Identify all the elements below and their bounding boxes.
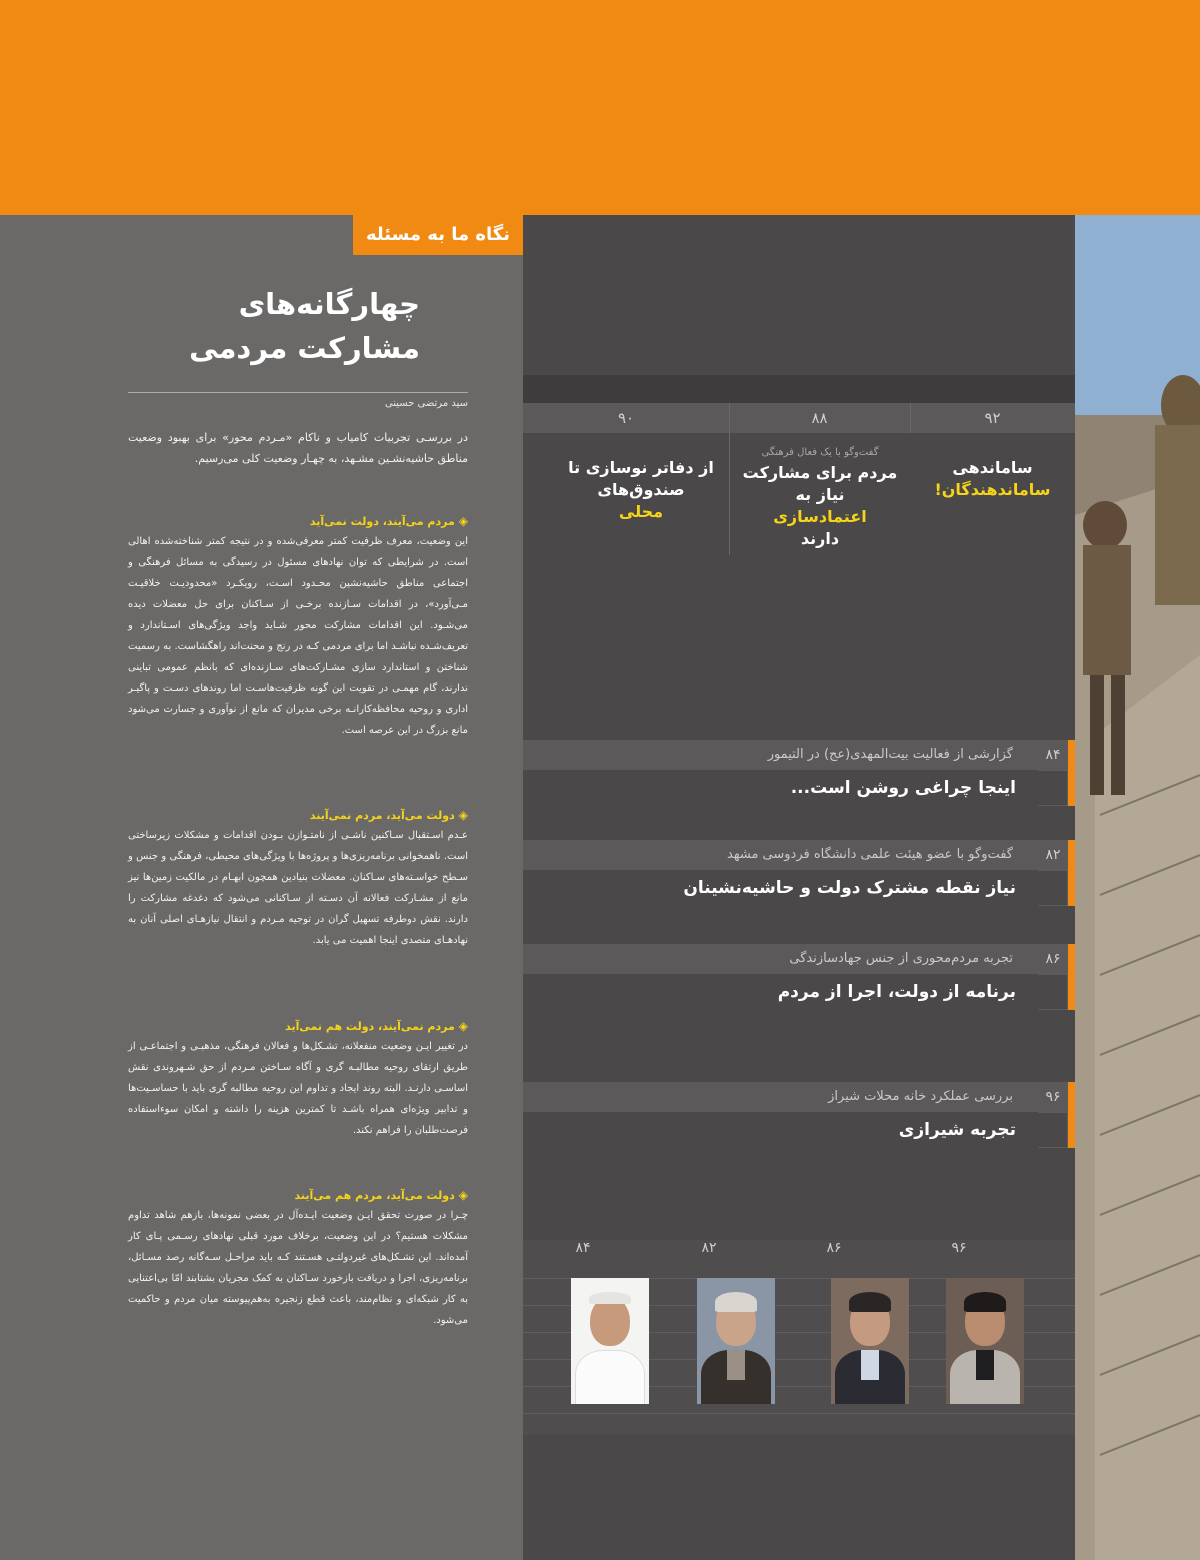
feature-cell[interactable] xyxy=(910,433,1075,555)
list-item-page: ۹۶ xyxy=(1045,1089,1061,1105)
portrait-photo[interactable] xyxy=(946,1278,1024,1404)
feature-cell[interactable] xyxy=(523,433,729,555)
section-3 xyxy=(128,1016,468,1141)
list-item-kicker: بررسی عملکرد خانه محلات شیراز xyxy=(523,1082,1068,1112)
feature-title: مردم برای مشارکت نیاز به xyxy=(742,463,898,504)
article-title-line1: چهارگانه‌های xyxy=(238,287,420,321)
list-item-kicker: گفت‌وگو با عضو هیئت علمی دانشگاه فردوسی مشهد xyxy=(523,840,1068,870)
portrait-photo[interactable] xyxy=(697,1278,775,1404)
feature-page-number: ۹۲ xyxy=(910,403,1075,433)
dark-spacer xyxy=(523,555,1075,740)
diamond-bullet-icon: ◈ xyxy=(458,808,468,822)
section-body: چـرا در صورت تحقق ایـن وضعیت ایـده‌آل در بعضی نمونه‌ها، بازهم شاهد تداوم مشکلات هستیم؟ در این وضعیت، برخلاف مورد قبلی نهادهای رسـمی پـای کار آمده‌اند. این تشـکل‌های غیردولتـی هسـتند کـه باید مراحـل سـه‌گانه رصد مسـائل، برنامه‌ریزی، اجرا و دریافت بازخورد سـاکنان به کمک مجریان بشتابند امّا بی‌اعتنایی به کار شبکه‌ای و نظام‌مند، باعث قطع زنجیره به‌هم‌پیوسته میان مردم و حاکمیت می‌شود. xyxy=(128,1210,468,1326)
diamond-bullet-icon: ◈ xyxy=(458,514,468,528)
portrait-photo[interactable] xyxy=(571,1278,649,1404)
article-intro: در بررسـی تجربیات کامیاب و ناکام «مـردم محور» برای بهبود وضعیت مناطق حاشیه‌نشـین مشـهد، به چهـار وضعیت کلی می‌رسیم. xyxy=(128,431,468,465)
feature-cell[interactable] xyxy=(730,433,910,555)
section-heading-text: دولت می‌آید، مردم هم می‌آیند xyxy=(294,1189,455,1202)
list-item-page: ۸۲ xyxy=(1045,847,1061,863)
orange-accent xyxy=(1068,740,1075,806)
list-item-box xyxy=(1038,770,1068,806)
orange-accent xyxy=(1068,1082,1075,1148)
list-item-page: ۸۴ xyxy=(1045,747,1061,763)
feature-title-tail: دارند xyxy=(800,529,840,548)
list-item-box xyxy=(1038,870,1068,906)
section-heading xyxy=(128,511,468,531)
feature-page-number: ۸۸ xyxy=(729,403,910,433)
portrait-photo[interactable] xyxy=(831,1278,909,1404)
list-item-title[interactable]: تجربه شیرازی xyxy=(523,1112,1038,1148)
article-title-line2: مشارکت مردمی xyxy=(189,331,420,365)
section-1 xyxy=(128,511,468,741)
article-title xyxy=(120,282,420,370)
feature-title: از دفاتر نوسازی تا صندوق‌های xyxy=(568,458,714,499)
feature-title: ساماندهی xyxy=(952,458,1033,477)
orange-accent xyxy=(1068,944,1075,1010)
list-item-title[interactable]: نیاز نقطه مشترک دولت و حاشیه‌نشینان xyxy=(523,870,1038,906)
section-heading xyxy=(128,805,468,825)
section-4 xyxy=(128,1185,468,1331)
list-item-kicker: تجربه مردم‌محوری از جنس جهادسازندگی xyxy=(523,944,1068,974)
section-2 xyxy=(128,805,468,951)
section-heading-text: مردم نمی‌آیند، دولت هم نمی‌آید xyxy=(285,1020,455,1033)
top-orange-band xyxy=(0,0,1200,215)
portrait-page-number: ۹۶ xyxy=(951,1240,967,1256)
portrait-page-number: ۸۶ xyxy=(826,1240,842,1256)
dark-strip xyxy=(523,375,1075,403)
orange-accent xyxy=(1068,840,1075,906)
section-heading-text: مردم می‌آیند، دولت نمی‌آید xyxy=(309,515,455,528)
feature-page-number: ۹۰ xyxy=(523,403,729,433)
diamond-bullet-icon: ◈ xyxy=(458,1019,468,1033)
portrait-page-number: ۸۴ xyxy=(575,1240,591,1256)
grid-line xyxy=(523,1413,1075,1414)
section-heading-text: دولت می‌آید، مردم نمی‌آیند xyxy=(309,809,455,822)
feature-subtitle: گفت‌وگو با یک فعال فرهنگی xyxy=(761,447,879,458)
list-item-title[interactable]: اینجا چراغی روشن است... xyxy=(523,770,1038,806)
section-tag: نگاه ما به مسئله xyxy=(353,215,523,255)
list-item-box xyxy=(1038,1112,1068,1148)
portrait-page-number: ۸۲ xyxy=(701,1240,717,1256)
list-item-page: ۸۶ xyxy=(1045,951,1061,967)
section-heading xyxy=(128,1185,468,1205)
list-item-title[interactable]: برنامه از دولت، اجرا از مردم xyxy=(523,974,1038,1010)
list-item-box xyxy=(1038,974,1068,1010)
section-heading xyxy=(128,1016,468,1036)
section-body: این وضعیت، معرف ظرفیت کمتر معرفی‌شده و در نتیجه کمتر شناخته‌شده اهالی است. در شرایطی که توان نهادهای مسئول در رسیدگی به مسائل فرهنگی و اجتماعی مناطق حاشیه‌نشین محـدود اسـت، رویکـرد «محدودیـت خلاقیـت مـی‌آورد»، در اقدامات سـازنده برخـی از سـاکنان برای حل معضلات دیده می‌شـود. این اقدامات مشارکت محور شـاید واجد ویژگی‌های اسـتاندارد و تعریف‌شـده نباشـد اما برای مردمی کـه در رنج و محنت‌اند راهگشاست. به رسمیت شناختن و استاندارد سازی مشـارکت‌های سـازنده‌ای که بانظم عمومی تباینی ندارند، گام مهمـی در تقویت این گونه ظرفیت‌هاسـت اما روندهای دسـت و پاگیـر اداری و روحیه محافظه‌کارانـه برخی مدیران که مانع از نوآوری و جسارت می‌شود مانع بزرگ در این عرصه است. xyxy=(128,536,468,736)
dark-panel-bottom xyxy=(523,1435,1075,1560)
section-body: در تغییر ایـن وضعیت منفعلانه، تشـکل‌ها و فعالان فرهنگی، مذهبـی و اجتماعـی از طریق ارتقای روحیه مطالبـه گری و آگاه سـاختن مـردم از حق شـهروندی نقش اساسـی دارنـد. البته روند ایجاد و تداوم این روحیه مطالبه گری باید با حساسـیت‌ها و تدابیر ویژه‌ای همراه باشـد تا کمترین هزینه را داشته و امکان سوءاستفاده فرصت‌طلبان را فراهم نکند. xyxy=(128,1041,468,1136)
diamond-bullet-icon: ◈ xyxy=(458,1188,468,1202)
feature-title-highlight: ساماندهندگان! xyxy=(934,480,1051,499)
section-body: عـدم اسـتقبال سـاکنین ناشـی از نامتـوازن بـودن اقدامات و مشکلات زیرساختی است. ناهمخوانی برنامه‌ریزی‌ها و پروژه‌ها با ویژگی‌های محیطی، فرهنگی و جنس و سـطح خواسـته‌های سـاکنان. معضلات بنیادین همچون ابهـام در مالکیت زمین‌ها نیز مانع از مشـارکت فعالانه آن دسـته از سـاکنانی می‌شود که دغدغه مشارکت را دارند. نقش دوطرفه تسهیل گران در توجیه مـردم و انتقال نیازهـای اصلی آنان به نهادهـای متصدی اینجا اهمیت می یابد. xyxy=(128,830,468,946)
dark-panel-top xyxy=(523,215,1075,375)
list-item-kicker: گزارشی از فعالیت بیت‌المهدی(عج) در التیمور xyxy=(523,740,1068,770)
feature-title-highlight: محلی xyxy=(618,502,664,521)
author-byline: سید مرتضی حسینی xyxy=(128,392,468,409)
cover-photo xyxy=(1075,215,1200,1560)
feature-title-highlight: اعتمادسازی xyxy=(773,507,867,526)
